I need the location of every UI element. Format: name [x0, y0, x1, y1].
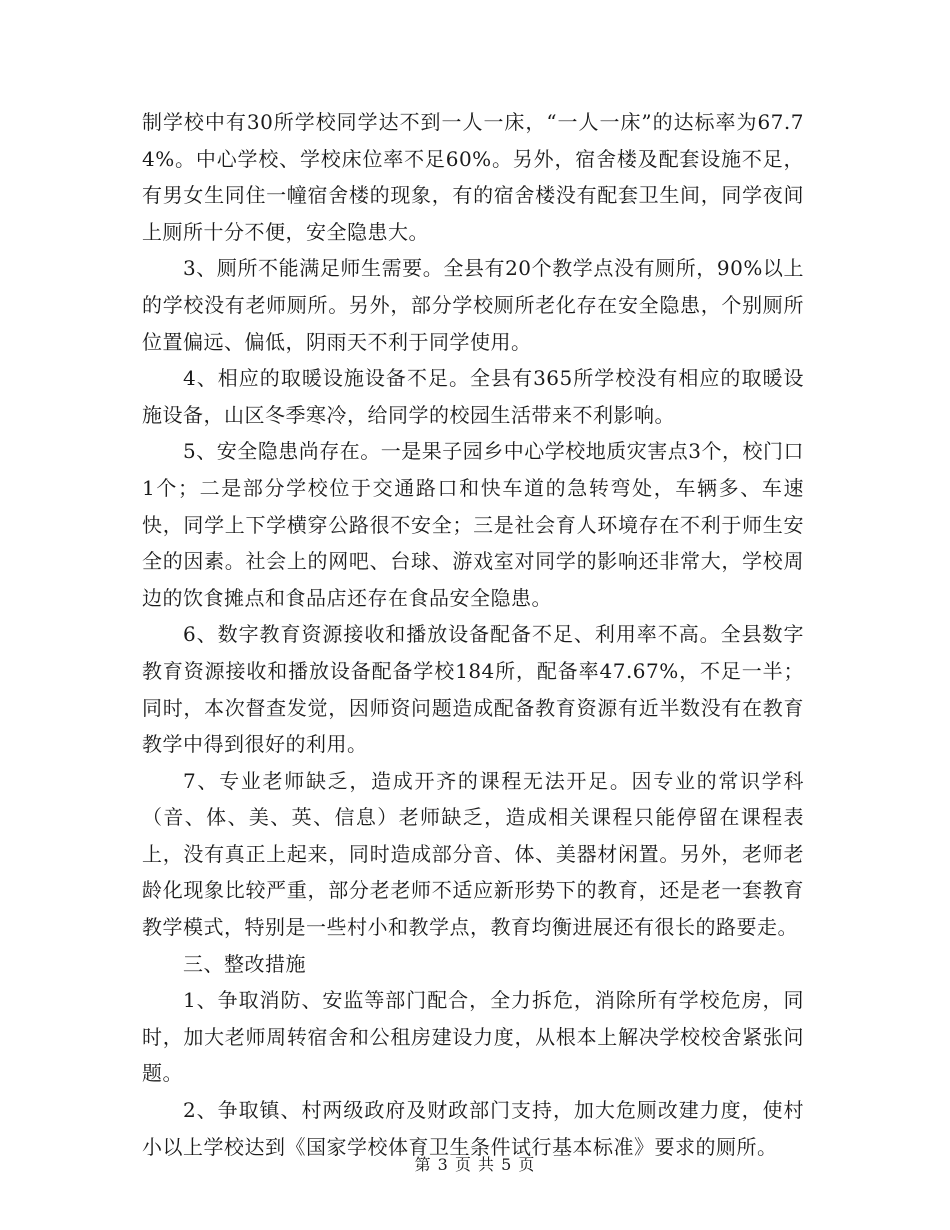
- paragraph-item-4-heating: 4、相应的取暖设施设备不足。全县有365所学校没有相应的取暖设施设备，山区冬季寒冷，给同学的校园生活带来不利影响。: [142, 366, 804, 427]
- paragraph-item-5-safety: 5、安全隐患尚存在。一是果子园乡中心学校地质灾害点3个，校门口1个；二是部分学校位于交通路口和快车道的急转弯处，车辆多、车速快，同学上下学横穿公路很不安全；三是社会育人环境存在不利于师生安全的因素。社会上的网吧、台球、游戏室对同学的影响还非常大，学校周边的饮食摊点和食品店还存在食品安全隐患。: [142, 439, 804, 610]
- paragraph-item-7-teachers: 7、专业老师缺乏，造成开齐的课程无法开足。因专业的常识学科（音、体、美、英、信息）老师缺乏，造成相关课程只能停留在课程表上，没有真正上起来，同时造成部分音、体、美器材闲置。另外，老师老龄化现象比较严重，部分老老师不适应新形势下的教育，还是老一套教育教学模式，特别是一些村小和教学点，教育均衡进展还有很长的路要走。: [142, 768, 804, 940]
- paragraph-measure-1: 1、争取消防、安监等部门配合，全力拆危，消除所有学校危房，同时，加大老师周转宿舍和公租房建设力度，从根本上解决学校校舍紧张问题。: [142, 988, 804, 1086]
- section-heading-rectification: 三、整改措施: [183, 951, 306, 976]
- paragraph-continuation: 制学校中有30所学校同学达不到一人一床，“一人一床”的达标率为67.74%。中心学校、学校床位率不足60%。另外，宿舍楼及配套设施不足，有男女生同住一幢宿舍楼的现象，有的宿舍楼没有配套卫生间，同学夜间上厕所十分不便，安全隐患大。: [142, 110, 804, 244]
- paragraph-item-6-digital-resources: 6、数字教育资源接收和播放设备配备不足、利用率不高。全县数字教育资源接收和播放设备配备学校184所，配备率47.67%，不足一半；同时，本次督查发觉，因师资问题造成配备教育资源有近半数没有在教育教学中得到很好的利用。: [142, 622, 804, 757]
- document-body: [142, 104, 804, 1165]
- page-footer: 第 3 页 共 5 页: [414, 1155, 536, 1174]
- paragraph-item-3-toilets: 3、厕所不能满足师生需要。全县有20个教学点没有厕所，90%以上的学校没有老师厕所。另外，部分学校厕所老化存在安全隐患，个别厕所位置偏远、偏低，阴雨天不利于同学使用。: [142, 256, 804, 354]
- paragraph-measure-2: 2、争取镇、村两级政府及财政部门支持，加大危厕改建力度，使村小以上学校达到《国家学校体育卫生条件试行基本标准》要求的厕所。: [142, 1098, 804, 1159]
